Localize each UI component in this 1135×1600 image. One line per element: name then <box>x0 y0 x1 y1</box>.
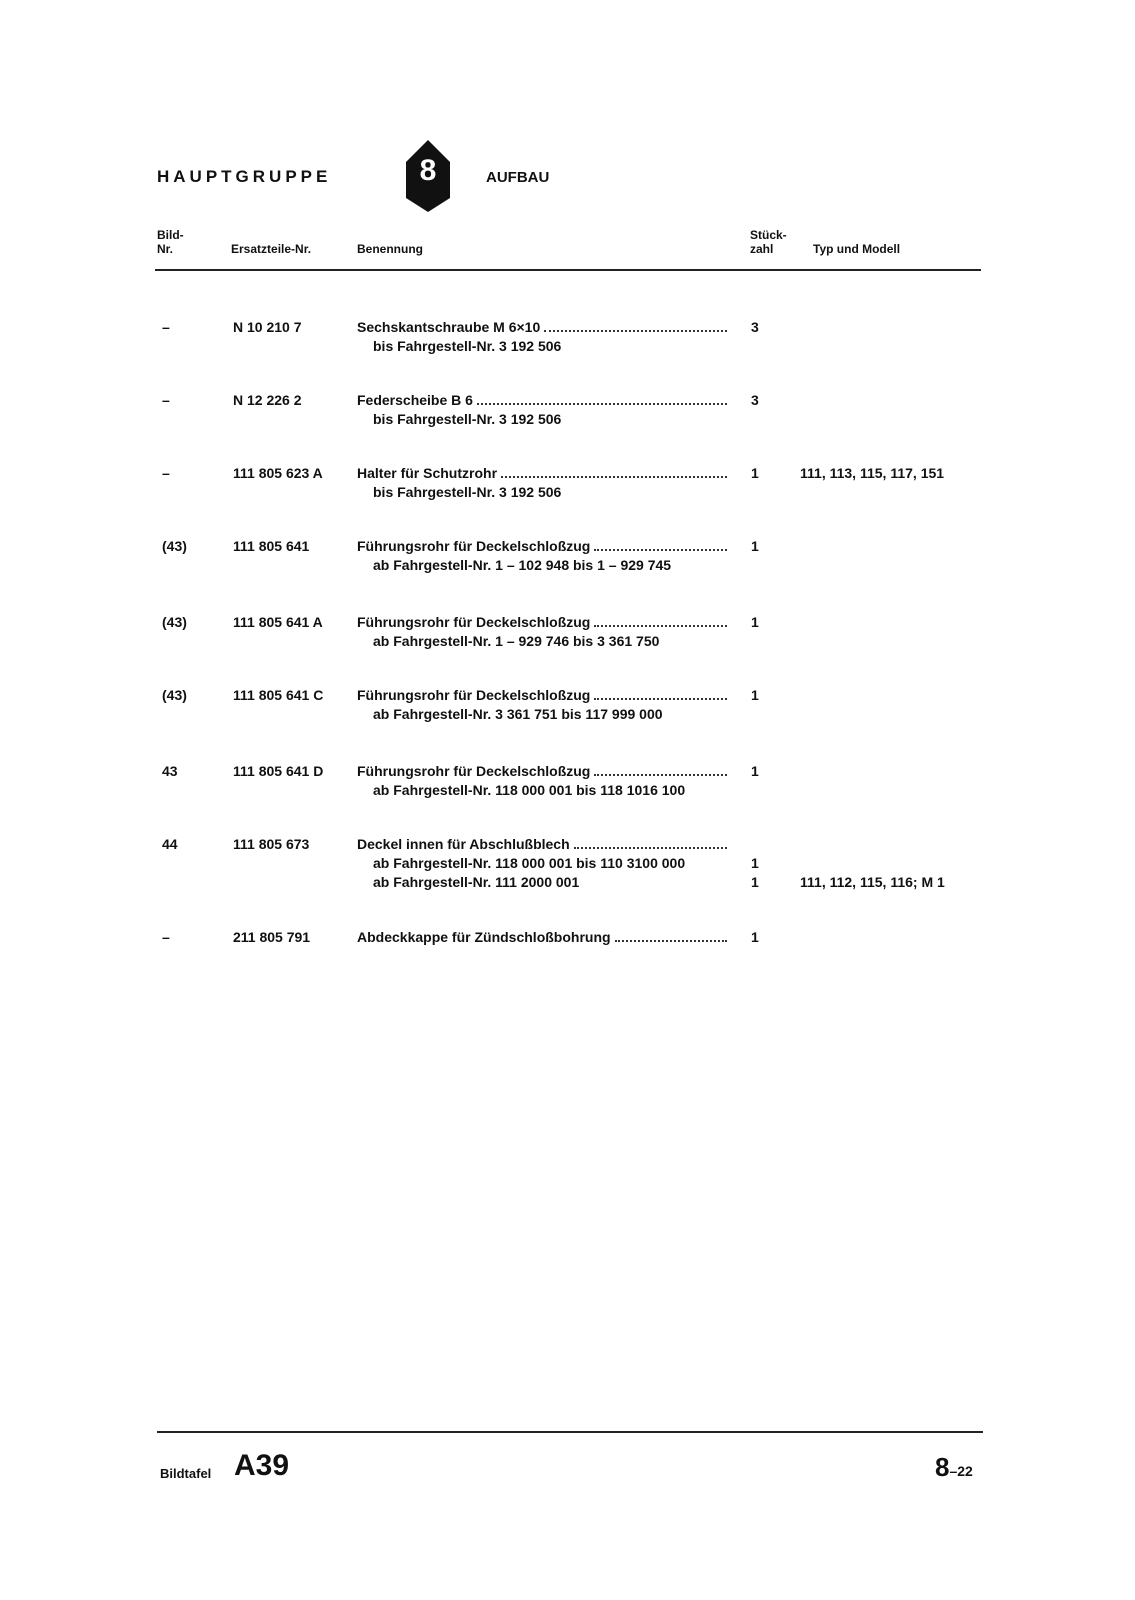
row-description <box>357 464 729 502</box>
row-description <box>357 762 729 800</box>
row-part-nr: 111 805 641 C <box>233 687 324 703</box>
row-desc-sub: ab Fahrgestell-Nr. 3 361 751 bis 117 999 000 <box>373 706 663 722</box>
col-bild-line1: Bild- <box>157 228 184 242</box>
row-desc-main <box>357 835 729 854</box>
row-description <box>357 835 729 892</box>
row-desc-main <box>357 686 729 705</box>
row-description <box>357 613 729 651</box>
plate-number: A39 <box>234 1449 290 1482</box>
row-qty-sub <box>751 781 759 800</box>
row-qty-main: 3 <box>751 319 759 335</box>
row-description <box>357 928 729 947</box>
row-model-sub <box>800 483 944 502</box>
row-desc-main <box>357 762 729 781</box>
row-bild-nr: – <box>162 392 170 408</box>
group-label: HAUPTGRUPPE <box>157 167 332 186</box>
row-desc-sub: ab Fahrgestell-Nr. 1 – 102 948 bis 1 – 929 745 <box>373 557 672 573</box>
row-desc-sub: ab Fahrgestell-Nr. 118 000 001 bis 110 3100 000 <box>373 855 686 871</box>
dot-leader <box>594 537 727 551</box>
page-header <box>157 140 977 210</box>
footer-rule <box>157 1431 983 1433</box>
row-qty-main: 1 <box>751 538 759 554</box>
row-desc-main <box>357 537 729 556</box>
dot-leader <box>574 835 727 849</box>
row-desc-main <box>357 391 729 410</box>
row-bild-nr: 43 <box>162 763 178 779</box>
col-qty-header <box>750 228 787 256</box>
page-sub: –22 <box>949 1463 973 1479</box>
row-qty-sub <box>751 483 759 502</box>
row-qty-sub <box>751 705 759 724</box>
row-part-nr: 111 805 641 <box>233 538 310 554</box>
row-description <box>357 318 729 356</box>
row-part-nr: 111 805 623 A <box>233 465 323 481</box>
row-desc-text: Halter für Schutzrohr <box>357 465 498 481</box>
row-desc-sub: bis Fahrgestell-Nr. 3 192 506 <box>373 411 562 427</box>
row-model-sub: 111, 112, 115, 116; M 1 <box>800 874 945 890</box>
row-qty-sub <box>751 632 759 651</box>
page-main: 8 <box>935 1452 950 1482</box>
row-bild-nr: – <box>162 319 170 335</box>
row-description <box>357 391 729 429</box>
dot-leader <box>501 464 727 478</box>
row-qty <box>751 318 759 356</box>
dot-leader <box>594 686 727 700</box>
row-bild-nr: – <box>162 465 170 481</box>
row-part-nr: N 10 210 7 <box>233 319 302 335</box>
col-bild-header <box>157 228 184 256</box>
row-qty-main: 1 <box>751 929 759 945</box>
col-desc-header: Benennung <box>357 242 423 256</box>
row-description <box>357 537 729 575</box>
row-bild-nr: (43) <box>162 614 187 630</box>
row-qty <box>751 613 759 651</box>
row-desc-sub: ab Fahrgestell-Nr. 111 2000 001 <box>373 874 580 890</box>
row-model-sub <box>800 854 945 873</box>
row-desc-text: Führungsrohr für Deckelschloßzug <box>357 538 591 554</box>
row-qty-main: 1 <box>751 614 759 630</box>
row-bild-nr: (43) <box>162 687 187 703</box>
row-qty-main: 3 <box>751 392 759 408</box>
row-part-nr: 111 805 641 D <box>233 763 324 779</box>
row-qty-sub: 1 <box>751 874 759 890</box>
dot-leader <box>594 762 727 776</box>
row-qty <box>751 762 759 800</box>
row-qty <box>751 835 759 892</box>
col-qty-line1: Stück- <box>750 228 787 242</box>
col-bild-line2: Nr. <box>157 242 174 256</box>
row-model <box>800 464 944 502</box>
row-desc-text: Führungsrohr für Deckelschloßzug <box>357 687 591 703</box>
row-desc-main <box>357 464 729 483</box>
row-bild-nr: (43) <box>162 538 187 554</box>
page-number <box>935 1452 973 1483</box>
row-desc-text: Abdeckkappe für Zündschloßbohrung <box>357 929 611 945</box>
row-bild-nr: 44 <box>162 836 178 852</box>
row-desc-text: Führungsrohr für Deckelschloßzug <box>357 763 591 779</box>
row-description <box>357 686 729 724</box>
section-title: AUFBAU <box>486 169 550 186</box>
row-qty-sub <box>751 556 759 575</box>
header-rule <box>155 269 981 271</box>
row-qty-sub <box>751 410 759 429</box>
col-part-header: Ersatzteile-Nr. <box>231 242 312 256</box>
row-qty <box>751 686 759 724</box>
row-desc-sub: ab Fahrgestell-Nr. 118 000 001 bis 118 1016 100 <box>373 782 686 798</box>
row-qty <box>751 928 759 947</box>
group-number: 8 <box>419 154 437 187</box>
row-qty <box>751 464 759 502</box>
row-qty-main: 1 <box>751 465 759 481</box>
dot-leader <box>615 928 727 942</box>
row-desc-main <box>357 928 729 947</box>
row-desc-sub: bis Fahrgestell-Nr. 3 192 506 <box>373 484 562 500</box>
row-desc-text: Deckel innen für Abschlußblech <box>357 836 570 852</box>
row-qty-sub <box>751 337 759 356</box>
row-model-main <box>800 835 945 854</box>
row-model <box>800 835 945 892</box>
row-desc-text: Sechskantschraube M 6×10 <box>357 319 541 335</box>
row-qty <box>751 537 759 575</box>
row-bild-nr: – <box>162 929 170 945</box>
dot-leader <box>544 318 727 332</box>
row-qty-main: 1 <box>751 763 759 779</box>
row-desc-main <box>357 613 729 632</box>
row-desc-main <box>357 318 729 337</box>
row-part-nr: N 12 226 2 <box>233 392 302 408</box>
row-desc-text: Führungsrohr für Deckelschloßzug <box>357 614 591 630</box>
dot-leader <box>594 613 727 627</box>
col-model-header: Typ und Modell <box>813 242 901 256</box>
row-desc-sub: ab Fahrgestell-Nr. 1 – 929 746 bis 3 361 750 <box>373 633 660 649</box>
row-model-main: 111, 113, 115, 117, 151 <box>800 465 945 481</box>
row-desc-text: Federscheibe B 6 <box>357 392 473 408</box>
row-part-nr: 211 805 791 <box>233 929 311 945</box>
row-qty-sub: 1 <box>751 855 759 871</box>
row-qty-main: 1 <box>751 687 759 703</box>
row-desc-sub: bis Fahrgestell-Nr. 3 192 506 <box>373 338 562 354</box>
plate-label: Bildtafel <box>160 1466 212 1481</box>
row-qty <box>751 391 759 429</box>
row-part-nr: 111 805 641 A <box>233 614 323 630</box>
row-qty-main <box>751 835 759 854</box>
col-qty-line2: zahl <box>750 242 774 256</box>
row-part-nr: 111 805 673 <box>233 836 310 852</box>
dot-leader <box>477 391 727 405</box>
group-number-badge <box>402 140 454 212</box>
